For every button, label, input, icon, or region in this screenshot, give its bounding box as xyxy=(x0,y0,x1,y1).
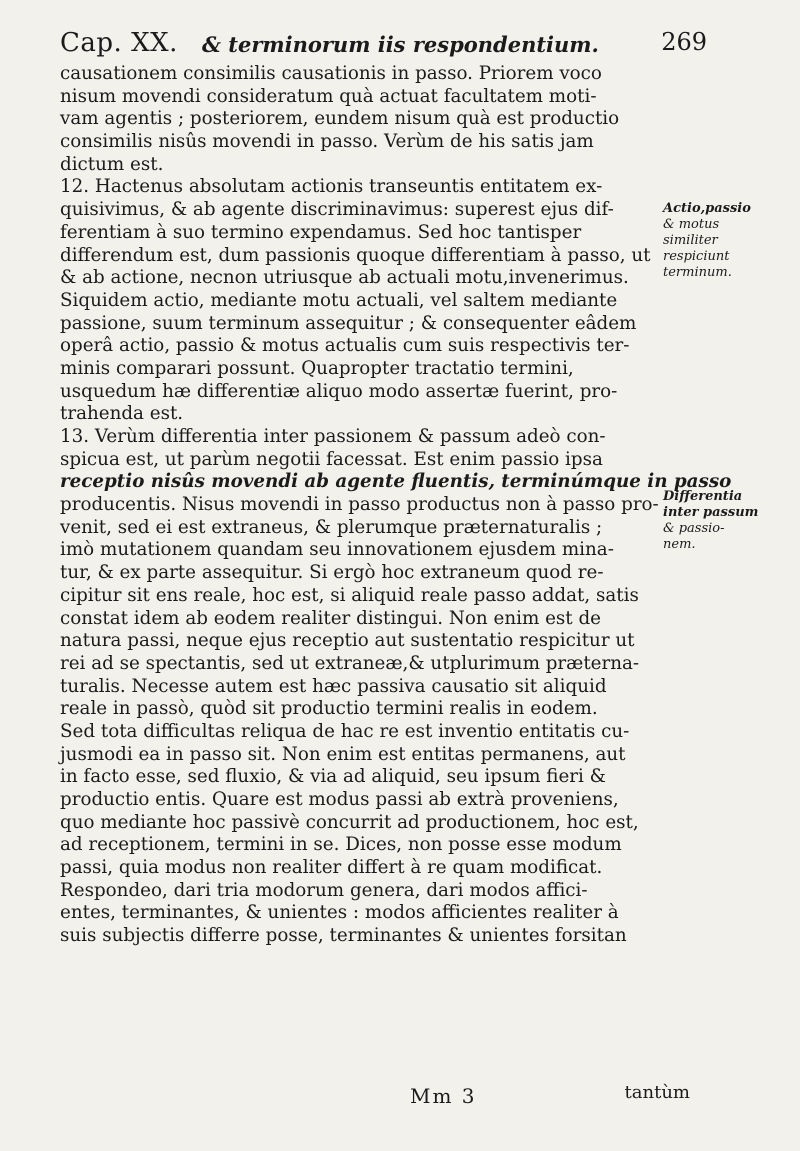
text-line: 12. Hactenus absolutam actionis transeuntis entitatem ex- xyxy=(60,176,603,198)
text-line: differendum est, dum passionis quoque differentiam à passo, ut xyxy=(60,244,651,266)
text-line: rei ad se spectantis, sed ut extraneæ,& utplurimum præterna- xyxy=(60,652,640,674)
text-line: consimilis nisûs movendi in passo. Verùm de his satis jam xyxy=(60,131,594,153)
text-line: jusmodi ea in passo sit. Non enim est entitas permanens, aut xyxy=(60,743,626,765)
text-line: quisivimus, & ab agente discriminavimus: superest ejus dif- xyxy=(60,199,614,221)
text-line: turalis. Necesse autem est hæc passiva causatio sit aliquid xyxy=(60,675,607,697)
text-line: constat idem ab eodem realiter distingui. Non enim est de xyxy=(60,607,601,629)
page-footer xyxy=(60,1078,700,1108)
text-line: operâ actio, passio & motus actualis cum suis respectivis ter- xyxy=(60,335,630,357)
text-line: passi, quia modus non realiter differt à re quam modificat. xyxy=(60,857,603,879)
margin-note-line: respiciunt xyxy=(663,249,730,264)
margin-note-line: similiter xyxy=(663,233,718,248)
italic-definition-line: receptio nisûs movendi ab agente fluentis, terminúmque in passo xyxy=(60,471,732,493)
text-line: passione, suum terminum assequitur ; & consequenter eâdem xyxy=(60,312,637,334)
text-line: ferentiam à suo termino expendamus. Sed hoc tantisper xyxy=(60,221,582,243)
text-line: 13. Verùm differentia inter passionem & passum adeò con- xyxy=(60,426,606,447)
text-line: ad receptionem, termini in se. Dices, non posse esse modum xyxy=(60,834,622,856)
text-line: reale in passò, quòd sit productio termini realis in eodem. xyxy=(60,698,598,720)
text-line: natura passi, neque ejus receptio aut sustentatio respicitur ut xyxy=(60,630,635,652)
margin-note-line: & motus xyxy=(663,217,720,232)
chapter-label: Cap. XX. xyxy=(60,28,178,58)
text-line: causationem consimilis causationis in passo. Priorem voco xyxy=(60,63,602,84)
margin-note-line: & passio- xyxy=(663,521,725,536)
text-line: Sed tota difficultas reliqua de hac re est inventio entitatis cu- xyxy=(60,720,630,742)
text-line: spicua est, ut parùm negotii facessat. Est enim passio ipsa xyxy=(60,448,603,470)
running-header xyxy=(60,22,715,62)
margin-note-actio-passio xyxy=(663,201,751,281)
text-line: imò mutationem quandam seu innovationem ejusdem mina- xyxy=(60,539,614,561)
margin-note-line: Actio,passio xyxy=(663,201,751,216)
text-line: productio entis. Quare est modus passi ab extrà proveniens, xyxy=(60,789,619,810)
text-line: entes, terminantes, & unientes : modos afficientes realiter à xyxy=(60,902,619,924)
text-line: nisum movendi consideratum quà actuat facultatem moti- xyxy=(60,85,597,107)
text-line: venit, sed ei est extraneus, & plerumque præternaturalis ; xyxy=(60,516,603,538)
margin-note-line: nem. xyxy=(663,537,696,552)
text-line: dictum est. xyxy=(60,153,164,175)
text-line: tur, & ex parte assequitur. Si ergò hoc extraneum quod re- xyxy=(60,562,604,584)
text-line: in facto esse, sed fluxio, & via ad aliquid, seu ipsum fieri & xyxy=(60,766,606,788)
text-line: cipitur sit ens reale, hoc est, si aliquid reale passo addat, satis xyxy=(60,584,639,606)
signature-mark: Mm 3 xyxy=(410,1084,477,1108)
text-line: usquedum hæ differentiæ aliquo modo assertæ fuerint, pro- xyxy=(60,380,618,402)
margin-note-line: inter passum xyxy=(663,505,759,520)
text-line: Respondeo, dari tria modorum genera, dari modos affici- xyxy=(60,879,588,901)
text-line: Siquidem actio, mediante motu actuali, vel saltem mediante xyxy=(60,289,618,311)
margin-note-line: Differentia xyxy=(663,489,743,504)
margin-note-differentia xyxy=(663,489,758,553)
text-line: suis subjectis differre posse, terminantes & unientes forsitan xyxy=(60,925,627,947)
running-title: & terminorum iis respondentium. xyxy=(202,32,599,57)
text-line: producentis. Nisus movendi in passo productus non à passo pro- xyxy=(60,494,659,516)
text-line: vam agentis ; posteriorem, eundem nisum quà est productio xyxy=(60,108,620,130)
text-line: minis comparari possunt. Quapropter tractatio termini, xyxy=(60,357,574,379)
text-line: quo mediante hoc passivè concurrit ad productionem, hoc est, xyxy=(60,811,639,833)
margin-note-line: terminum. xyxy=(663,265,732,280)
catchword: tantùm xyxy=(624,1082,690,1103)
text-line: trahenda est. xyxy=(60,403,184,425)
text-line: & ab actione, necnon utriusque ab actuali motu,invenerimus. xyxy=(60,267,629,289)
page-number: 269 xyxy=(661,28,707,56)
